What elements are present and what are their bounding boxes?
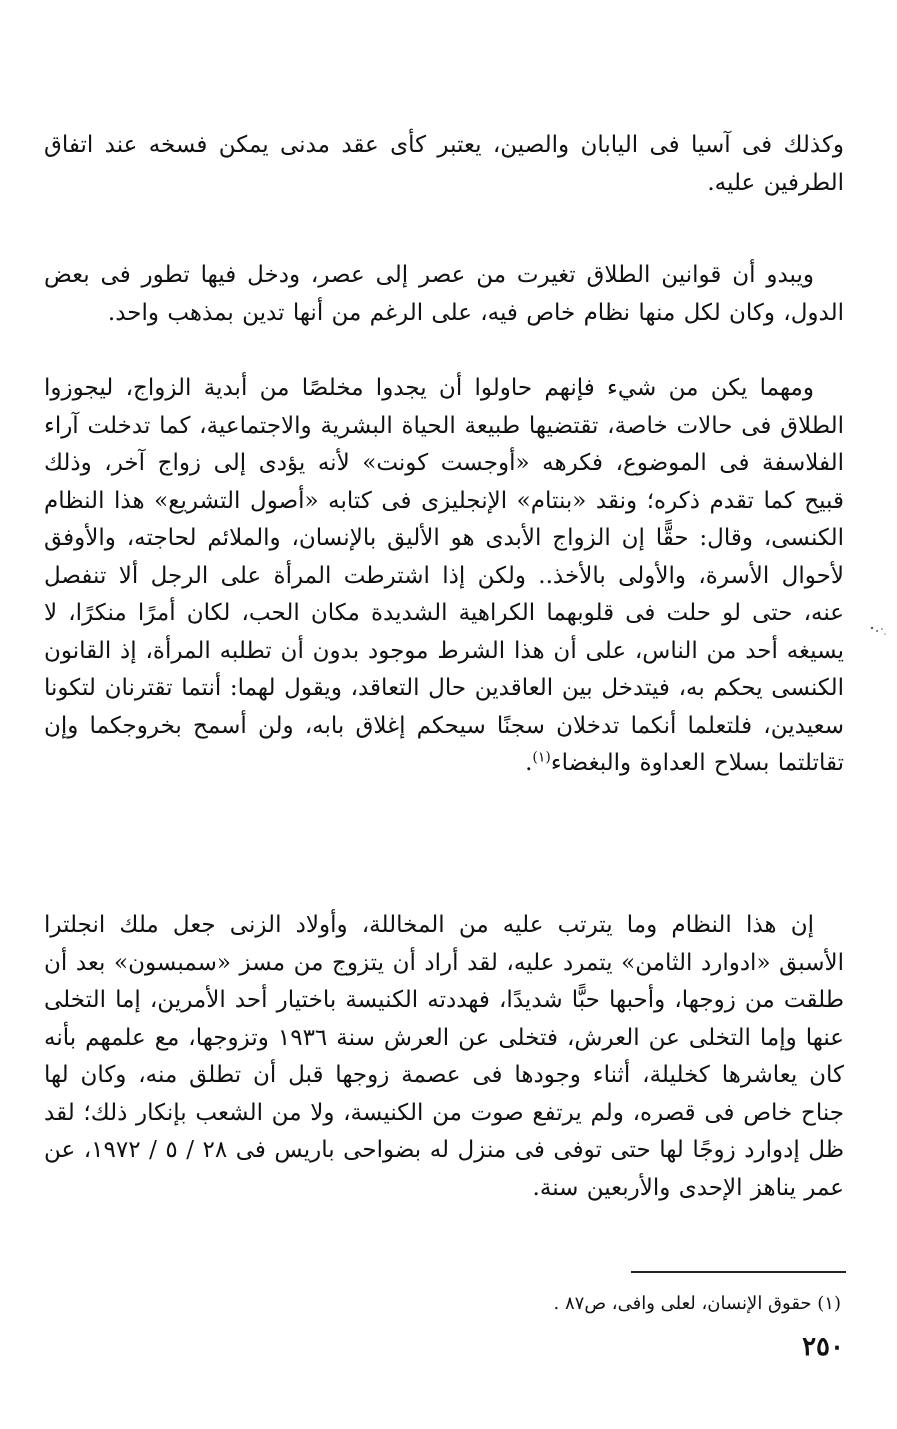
paragraph-3-text: ومهما يكن من شيء فإنهم حاولوا أن يجدوا مخلصًا من أبدية الزواج، ليجوزوا الطلاق فى حالات خاصة، تقتضيها طبيعة الحياة البشرية والاجتماعية، كما تدخلت آراء الفلاسفة فى الموضوع، فكرهه «أوجست كونت» لأنه يؤدى إلى زواج آخر، وذلك قبيح كما تقدم ذكره؛ ونقد «بنتام» الإنجليزى فى كتابه «أصول التشريع» هذا النظام الكنسى، وقال: حقًّا إن الزواج الأبدى هو الأليق بالإنسان، والملائم لحاجته، والأوفق لأحوال الأسرة، والأولى بالأخذ.. ولكن إذا اشترطت المرأة على الرجل ألا تنفصل عنه، حتى لو حلت فى قلوبهما الكراهية الشديدة مكان الحب، لكان أمرًا منكرًا، لا يسيغه أحد من الناس، على أن هذا الشرط موجود بدون أن تطلبه المرأة، إذ القانون الكنسى يحكم به، فيتدخل بين العاقدين حال التعاقد، ويقول لهما: أنتما تقترنان لتكونا سعيدين، فلتعلما أنكما تدخلان سجنًا سيحكم إغلاق بابه، ولن أسمح بخروجكما وإن تقاتلتما بسلاح العداوة والبغضاء	[44, 375, 844, 776]
paragraph-2: ويبدو أن قوانين الطلاق تغيرت من عصر إلى عصر، ودخل فيها تطور فى بعض الدول، وكان لكل منها نظام خاص فيه، على الرغم من أنها تدين بمذهب واحد.	[44, 262, 844, 326]
body-text-section-3	[44, 370, 844, 783]
body-text-section-2	[44, 257, 844, 332]
paragraph-1: وكذلك فى آسيا فى اليابان والصين، يعتبر كأى عقد مدنى يمكن فسخه عند اتفاق الطرفين عليه.	[44, 132, 844, 196]
footnote-text: (١) حقوق الإنسان، لعلى وافى، ص٨٧ .	[553, 1293, 841, 1314]
page-number: ٢٥٠	[802, 1332, 844, 1362]
body-text-section-4	[44, 907, 844, 1207]
scan-artifact-mark	[868, 624, 888, 638]
paragraph-4: إن هذا النظام وما يترتب عليه من المخاللة، وأولاد الزنى جعل ملك انجلترا الأسبق «ادوارد الثامن» يتمرد عليه، لقد أراد أن يتزوج من مسز «سمبسون» بعد أن طلقت من زوجها، وأحبها حبًّا شديدًا، فهددته الكنيسة باختيار أحد الأمرين، إما التخلى عنها وإما التخلى عن العرش، فتخلى عن العرش سنة ١٩٣٦ وتزوجها، مع علمهم بأنه كان يعاشرها كخليلة، أثناء وجودها فى عصمة زوجها قبل أن تطلق منه، وكان لها جناح خاص فى قصره، ولم يرتفع صوت من الكنيسة، ولا من الشعب بإنكار ذلك؛ لقد ظل إدوارد زوجًا لها حتى توفى فى منزل له بضواحى باريس فى ٢٨ / ٥ / ١٩٧٢، عن عمر يناهز الإحدى والأربعين سنة.	[44, 912, 844, 1201]
body-text-section-1	[44, 127, 844, 202]
footnote-divider	[631, 1271, 846, 1273]
paragraph-3	[44, 370, 844, 783]
footnote-reference: (١)	[532, 749, 551, 766]
paragraph-3-end: .	[525, 750, 533, 776]
